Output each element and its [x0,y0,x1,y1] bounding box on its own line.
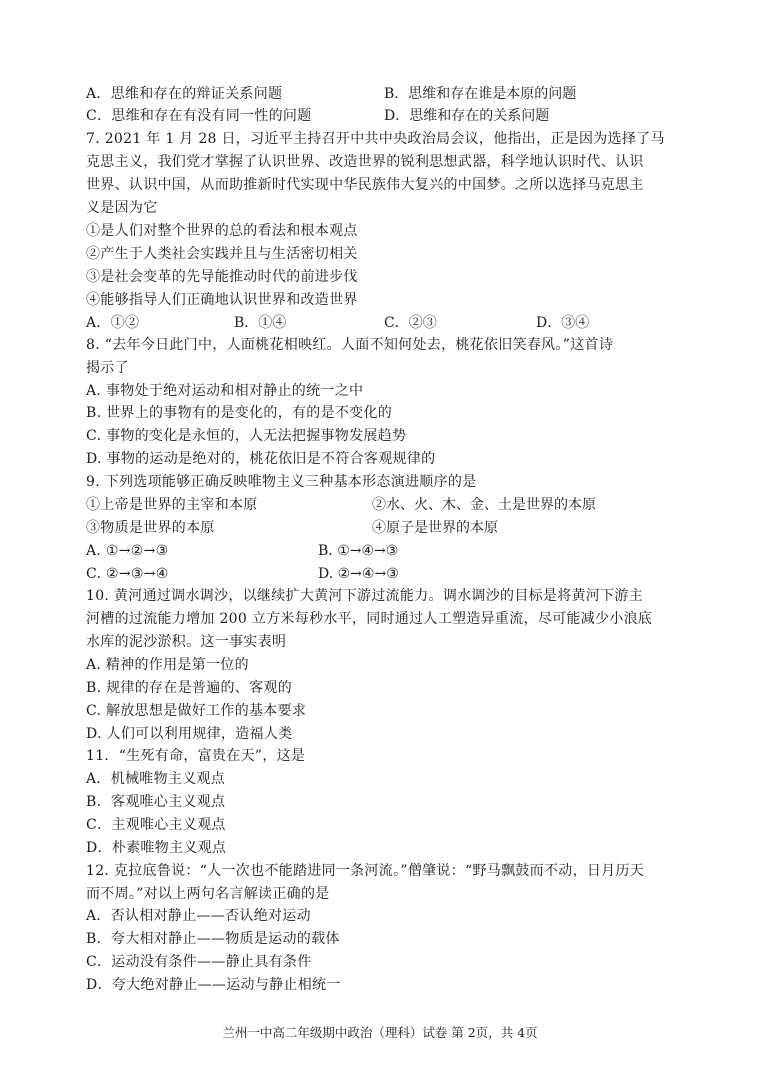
q11-stem: 11．“生死有命，富贵在天”，这是 [86,748,306,764]
q7-item: ②产生于人类社会实践并且与生活密切相关 [86,246,358,262]
q9-option-d: D. ②→④→③ [318,566,399,582]
q10-option: B. 规律的存在是普遍的、客观的 [86,680,292,696]
page-footer: 兰州一中高二年级期中政治（理科）试卷 第 2页，共 4页 [222,1025,538,1040]
q11-option: A．机械唯物主义观点 [86,771,226,787]
q8-option: C. 事物的变化是永恒的，人无法把握事物发展趋势 [86,428,407,444]
q12-option: D．夸大绝对静止——运动与静止相统一 [86,977,341,993]
q8-stem-line: 揭示了 [86,360,129,376]
q6-option-b: B．思维和存在谁是本原的问题 [384,86,577,102]
q12-stem-line: 12. 克拉底鲁说：“人一次也不能踏进同一条河流。”僧肇说：“野马飘鼓而不动，日月历天 [86,863,645,879]
q7-option-c: C．②③ [384,315,437,331]
q11-option: C．主观唯心主义观点 [86,817,226,833]
q11-option: D．朴素唯物主义观点 [86,840,227,856]
q8-option: B. 世界上的事物有的是变化的，有的是不变化的 [86,405,393,421]
q6-option-a: A．思维和存在的辩证关系问题 [86,86,283,102]
q7-item: ③是社会变革的先导能推动时代的前进步伐 [86,269,358,285]
q7-stem-line: 世界、认识中国，从而助推新时代实现中华民族伟大复兴的中国梦。之所以选择马克思主 [86,177,644,193]
q10-option: D. 人们可以利用规律，造福人类 [86,726,293,742]
q7-option-a: A．①② [86,315,140,331]
q10-option: A. 精神的作用是第一位的 [86,657,249,673]
q12-option: C．运动没有条件——静止具有条件 [86,954,312,970]
q7-option-d: D．③④ [536,315,590,331]
q9-item: ①上帝是世界的主宰和本原 [86,497,258,513]
q7-stem-line: 义是因为它 [86,200,158,216]
q8-option: D. 事物的运动是绝对的，桃花依旧是不符合客观规律的 [86,451,436,467]
q8-option: A. 事物处于绝对运动和相对静止的统一之中 [86,383,364,399]
q9-item: ②水、火、木、金、土是世界的本原 [372,497,596,513]
q9-stem: 9. 下列选项能够正确反映唯物主义三种基本形态演进顺序的是 [86,474,477,490]
q10-stem-line: 水库的泥沙淤积。这一事实表明 [86,634,287,650]
q7-option-b: B．①④ [234,315,287,331]
q7-item: ①是人们对整个世界的总的看法和根本观点 [86,223,358,239]
q7-stem-line: 7. 2021 年 1 月 28 日，习近平主持召开中共中央政治局会议，他指出，正是因为选择了马 [86,131,665,147]
q9-option-a: A. ①→②→③ [86,543,169,559]
q9-option-c: C. ②→③→④ [86,566,169,582]
q12-stem-line: 而不周。”对以上两句名言解读正确的是 [86,886,330,902]
q6-option-c: C．思维和存在有没有同一性的问题 [86,108,312,124]
q12-option: B．夸大相对静止——物质是运动的载体 [86,931,340,947]
q9-item: ③物质是世界的本原 [86,520,215,536]
q10-option: C. 解放思想是做好工作的基本要求 [86,703,307,719]
q9-item: ④原子是世界的本原 [372,520,498,536]
q8-stem-line: 8. “去年今日此门中，人面桃花相映红。人面不知何处去，桃花依旧笑春风。”这首诗 [86,337,614,353]
q6-option-d: D．思维和存在的关系问题 [384,108,550,124]
q11-option: B．客观唯心主义观点 [86,794,226,810]
q10-stem-line: 10. 黄河通过调水调沙，以继续扩大黄河下游过流能力。调水调沙的目标是将黄河下游主 [86,588,644,604]
q7-stem-line: 克思主义，我们党才掌握了认识世界、改造世界的锐利思想武器，科学地认识时代、认识 [86,154,644,170]
q7-item: ④能够指导人们正确地认识世界和改造世界 [86,292,358,308]
q10-stem-line: 河槽的过流能力增加 200 立方米每秒水平，同时通过人工塑造异重流，尽可能减少小浪底 [86,611,653,627]
q12-option: A．否认相对静止——否认绝对运动 [86,908,311,924]
q9-option-b: B. ①→④→③ [318,543,399,559]
